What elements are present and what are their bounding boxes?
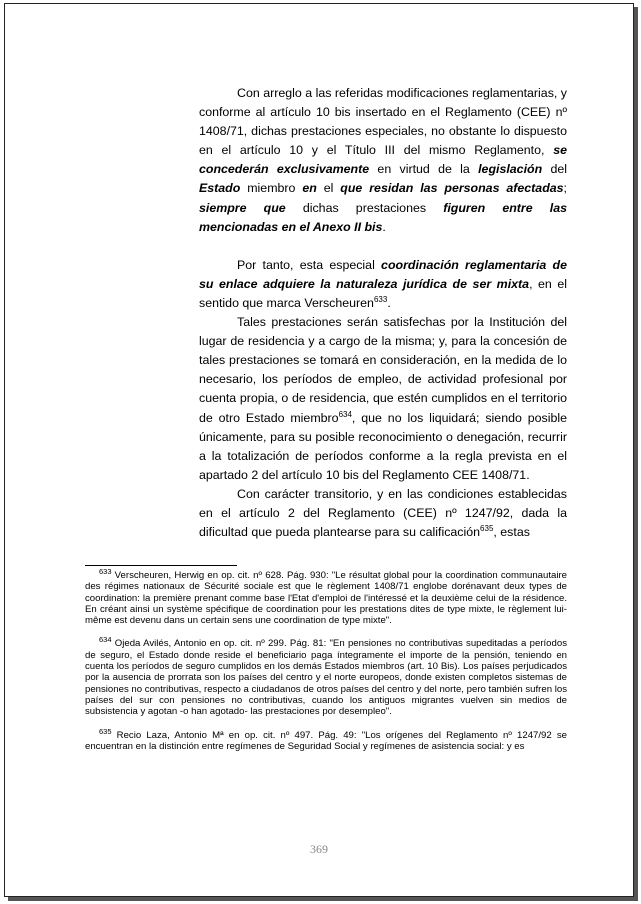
document-page (4, 3, 634, 897)
footnote-ref[interactable]: 633 (373, 294, 388, 304)
footnote-number: 633 (99, 567, 112, 576)
page-number: 369 (310, 842, 328, 856)
footnote-number: 634 (99, 635, 112, 645)
footnote-number: 635 (99, 726, 112, 736)
footnote-separator (85, 565, 237, 566)
footnote-633: $^{633}$ Verscheuren, Herwig en op. cit. nº 628. Pág. 930: "Le résultat global pour la coordination communautaire des régimes nationaux de Sécurité sociale est que le règlement 1408/71 englobe dorénavant deux types de coordination: la première prenant comme base l'Etat d'emploi de l'intéressé et la deuxième celui de la résidence. En créant ainsi un système spécifique de coordination pour les prestations dites de type mixte, le règlement lui-même est devenu dans un certain sens une coordination de type mixte". (85, 567, 567, 627)
paragraph-2: Por tanto, esta especial coordinación reglamentaria de su enlace adquiere la naturaleza jurídica de ser mixta, en el sentido que marca Verscheuren$^{633}$. (199, 257, 568, 310)
footnote-634: $^{634}$ Ojeda Avilés, Antonio en op. cit. nº 299. Pág. 81: "En pensiones no contributivas supeditadas a períodos de seguro, el Estado donde reside el beneficiario paga íntegramente el importe de la pensión, teniendo en cuenta los períodos de seguro cumplidos en los demás Estados miembros (art. 10 Bis). Los países perjudicados por la ausencia de prorrata son los países del centro y el norte europeos, donde existen completos sistemas de pensiones no contributivas, respecto a ciudadanos de otros países del centro y del norte, pero también sufren los países del sur con pensiones no contributivas, cuando los antiguos migrantes vuelven sin medios de subsistencia y agotan -o han agotado- las prestaciones por desempleo". (85, 635, 567, 718)
main-text (199, 84, 567, 542)
paragraph-1: Con arreglo a las referidas modificaciones reglamentarias, y conforme al artículo 10 bis insertado en el Reglamento (CEE) nº 1408/71, dichas prestaciones especiales, no obstante lo dispuesto en el artículo 10 y el Título III del mismo Reglamento, se concederán exclusivamente en virtud de la legislación del Estado miembro en el que residan las personas afectadas; siempre que dichas prestaciones figuren entre las mencionadas en el Anexo II bis. (199, 86, 567, 234)
paragraph-4: Con carácter transitorio, y en las condiciones establecidas en el artículo 2 del Reglamento (CEE) nº 1247/92, dada la dificultad que pueda plantearse para su calificación$^{635}$, estas (199, 486, 567, 540)
footnote-ref[interactable]: 635 (480, 524, 494, 534)
footnotes (85, 567, 567, 764)
footnote-ref[interactable]: 634 (338, 409, 352, 419)
footnote-635: $^{635}$ Recio Laza, Antonio Mª en op. cit. nº 497. Pág. 49: "Los orígenes del Reglamento nº 1247/92 se encuentran en la distinción entre regímenes de Seguridad Social y regímenes de asistencia social: y es (85, 726, 567, 752)
paragraph-3: Tales prestaciones serán satisfechas por la Institución del lugar de residencia y a cargo de la misma; y, para la concesión de tales prestaciones se tomará en consideración, en la medida de lo necesario, los períodos de empleo, de actividad profesional por cuenta propia, o de residencia, que estén cumplidos en el territorio de otro Estado miembro$^{634}$, que no los liquidará; siendo posible únicamente, para su posible reconocimiento o denegación, recurrir a la totalización de períodos conforme a la regla prevista en el apartado 2 del artículo 10 bis del Reglamento CEE 1408/71. (199, 315, 568, 482)
